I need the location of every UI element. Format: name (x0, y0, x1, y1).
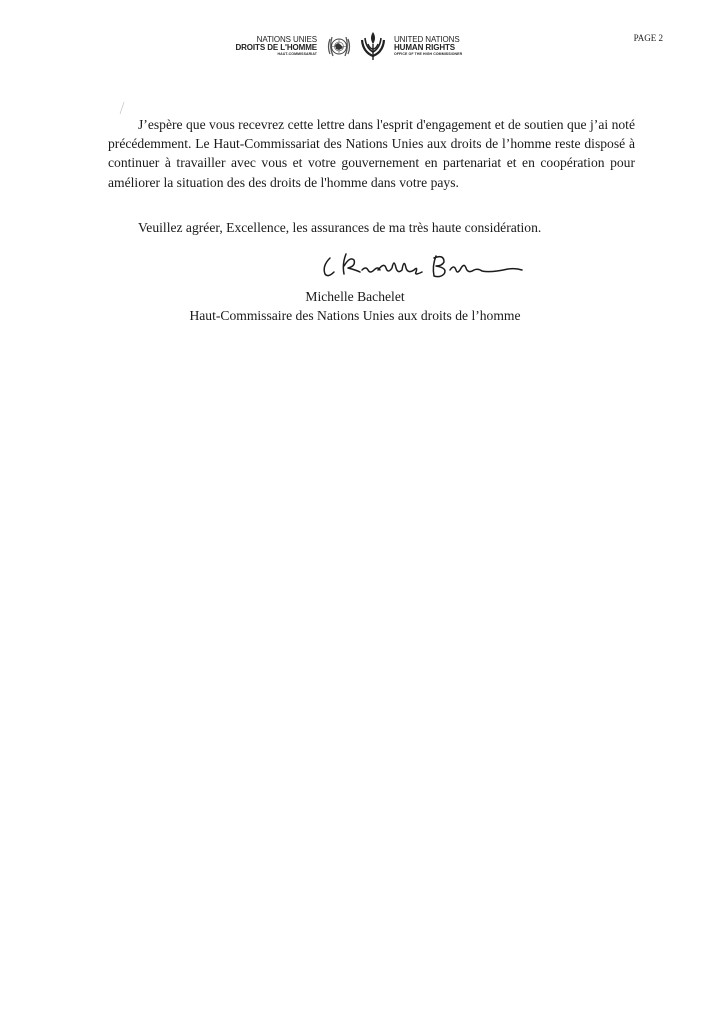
letterhead-en-line1: UNITED NATIONS (394, 35, 460, 44)
signatory-title: Haut-Commissaire des Nations Unies aux droits de l’homme (189, 308, 521, 323)
body-paragraph: J’espère que vous recevrez cette lettre dans l'esprit d'engagement et de soutien que j’ai noté précédemment. Le Haut-Commissariat des Nations Unies aux droits de l’homme reste disposé à continuer à travailler avec vous et votre gouvernement en partenariat et en coopération pour améliorer la situation des des droits de l'homme dans votre pays. (108, 117, 635, 190)
page-number: PAGE 2 (633, 33, 663, 43)
signatory-name: Michelle Bachelet (305, 289, 405, 304)
letterhead-en-line3: OFFICE OF THE HIGH COMMISSIONER (394, 51, 463, 56)
letterhead-fr-line3: HAUT-COMMISSARIAT (277, 51, 317, 56)
stray-pen-mark (118, 101, 126, 115)
letterhead-english (394, 36, 462, 56)
letterhead-fr-line2: DROITS DE L'HOMME (235, 43, 317, 53)
handwritten-signature (318, 248, 528, 284)
un-emblem-icon (326, 34, 352, 60)
letterhead-en-line2: HUMAN RIGHTS (394, 43, 456, 53)
letterhead-fr-line1: NATIONS UNIES (256, 35, 317, 44)
ohchr-emblem-icon (358, 28, 388, 62)
letter-body (108, 115, 635, 192)
letterhead (0, 26, 727, 66)
letterhead-french (235, 36, 317, 56)
signature-block (160, 287, 550, 325)
closing-formula: Veuillez agréer, Excellence, les assurances de ma très haute considération. (138, 220, 542, 235)
